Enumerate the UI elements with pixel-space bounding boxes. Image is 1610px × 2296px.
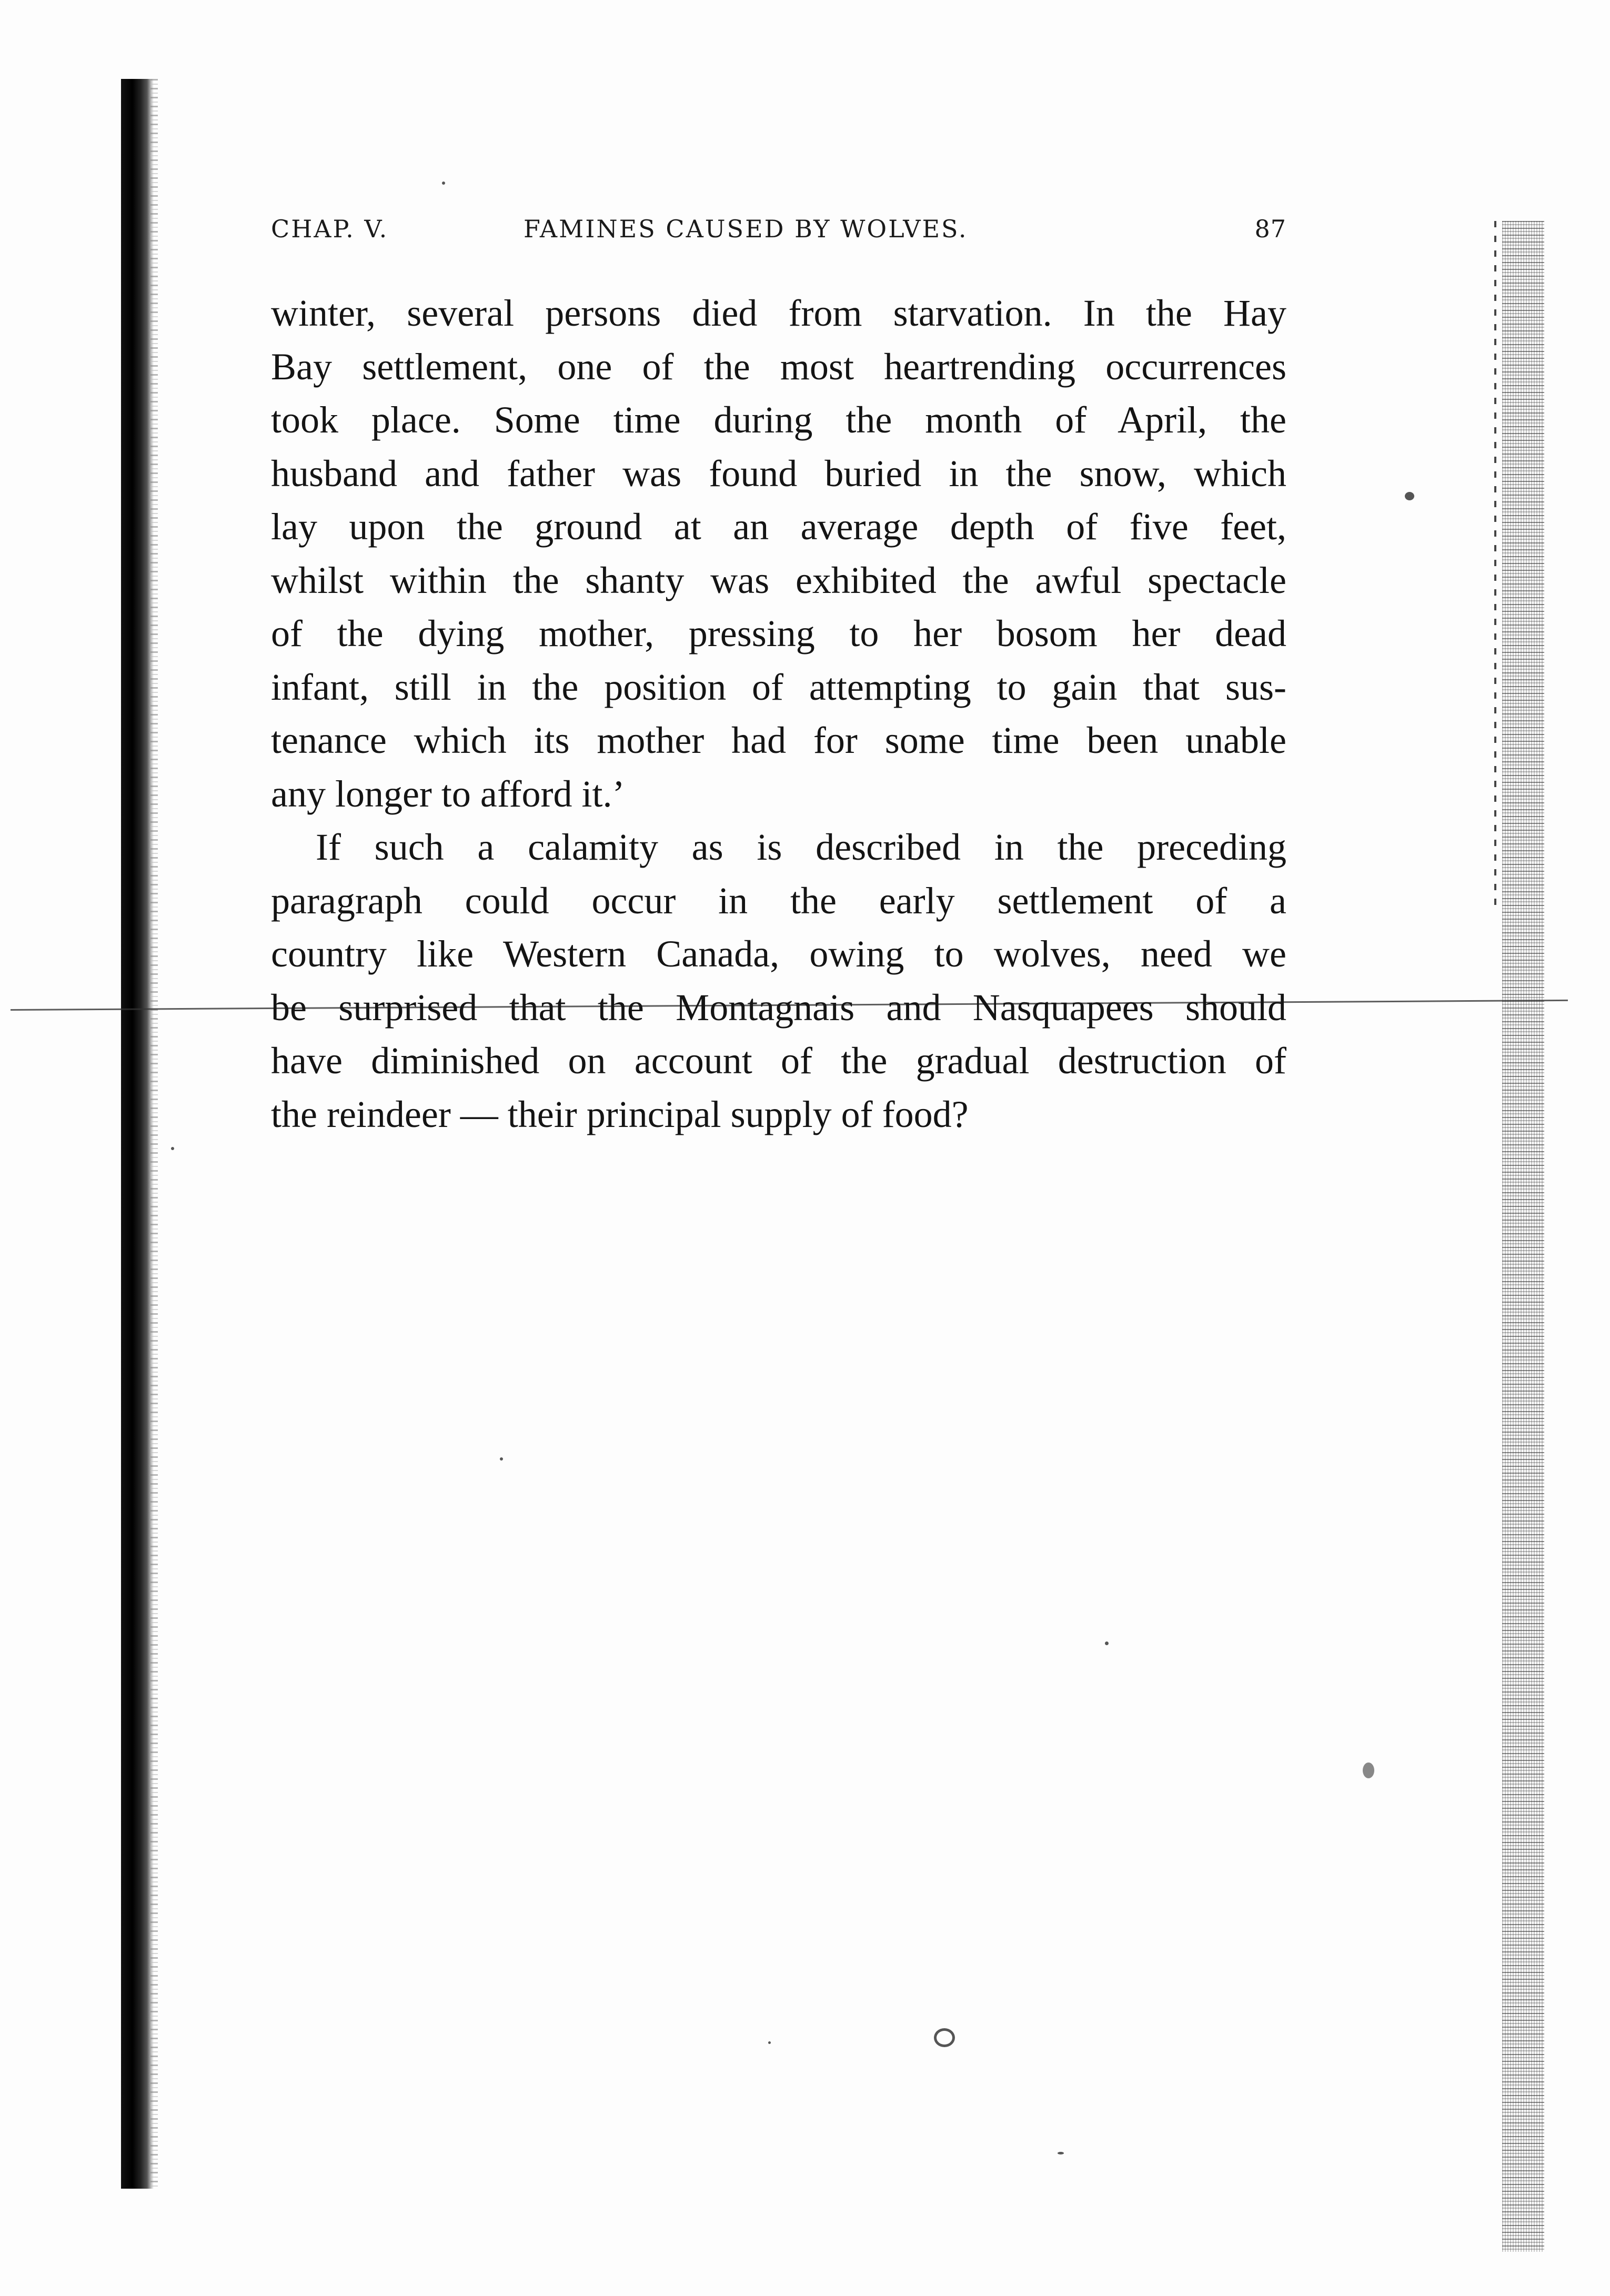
paragraph — [271, 821, 1286, 1141]
text-line: If such a calamity as is described in the preceding — [316, 826, 1286, 868]
scan-page-edge-line — [1494, 221, 1496, 905]
text-line: lay upon the ground at an average depth of five feet, — [271, 506, 1286, 548]
scan-speck — [768, 2041, 771, 2044]
paragraph — [271, 287, 1286, 821]
text-line: tenance which its mother had for some time been unable — [271, 719, 1286, 761]
scan-speck — [442, 182, 445, 185]
running-header — [271, 215, 1286, 251]
text-line: husband and father was found buried in the snow, which — [271, 452, 1286, 495]
scan-speck — [1105, 1642, 1109, 1645]
text-line: have diminished on account of the gradual destruction of — [271, 1040, 1286, 1082]
text-line: paragraph could occur in the early settlement of a — [271, 879, 1286, 922]
text-line: be surprised that the Montagnais and Nasquapees should — [271, 986, 1286, 1029]
text-line: of the dying mother, pressing to her bosom her dead — [271, 612, 1286, 654]
scan-speck — [1363, 1763, 1374, 1778]
scan-binding-edge — [121, 79, 154, 2189]
text-line: winter, several persons died from starvation. In the Hay — [271, 292, 1286, 334]
text-line: country like Western Canada, owing to wolves, need we — [271, 933, 1286, 975]
text-line: infant, still in the position of attempting to gain that sus- — [271, 666, 1286, 708]
scan-speck — [500, 1457, 503, 1461]
text-line: whilst within the shanty was exhibited the awful spectacle — [271, 559, 1286, 601]
text-line: Bay settlement, one of the most heartrending occurrences — [271, 345, 1286, 388]
text-line: took place. Some time during the month of April, the — [271, 399, 1286, 441]
text-line: the reindeer — their principal supply of food? — [271, 1093, 969, 1135]
body-text — [271, 287, 1286, 1141]
page-number: 87 — [1254, 215, 1286, 243]
chapter-label: CHAP. V. — [271, 215, 389, 243]
scan-speck — [171, 1147, 174, 1150]
scan-page-edge-noise — [1502, 221, 1544, 2252]
scan-speck — [934, 2028, 955, 2047]
scan-speck — [1058, 2152, 1064, 2154]
scan-binding-fray — [150, 79, 158, 2189]
scan-speck — [1405, 492, 1414, 500]
text-line: any longer to afford it.’ — [271, 772, 625, 815]
running-title: FAMINES CAUSED BY WOLVES. — [524, 215, 968, 243]
